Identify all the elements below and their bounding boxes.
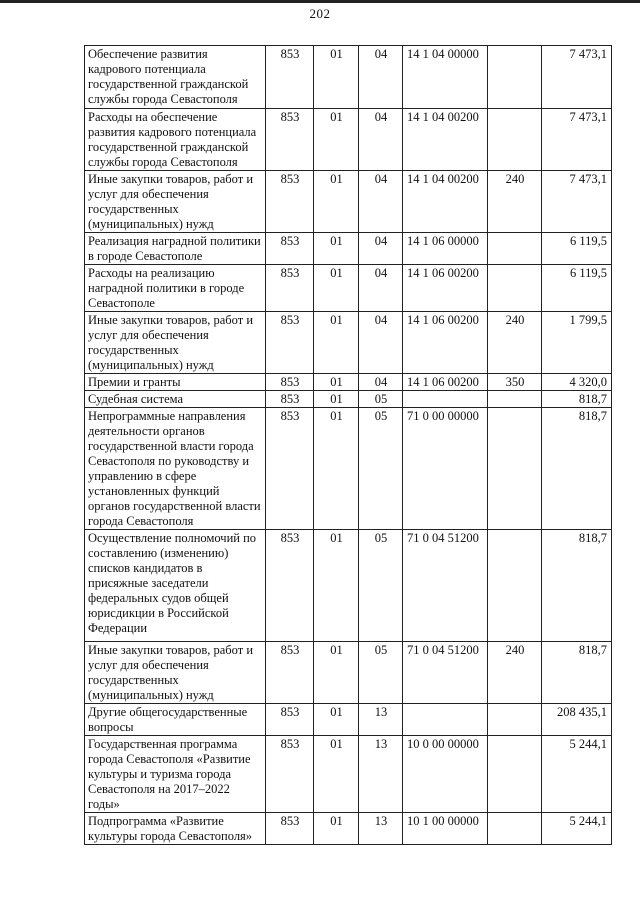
expense-type-cell bbox=[488, 736, 542, 813]
table-row bbox=[85, 408, 612, 530]
subsection-cell: 04 bbox=[359, 46, 403, 109]
page-number: 202 bbox=[309, 6, 331, 21]
subsection-cell: 05 bbox=[359, 530, 403, 642]
target-article-cell: 71 0 04 51200 bbox=[403, 642, 488, 704]
admin-code-cell: 853 bbox=[266, 233, 314, 265]
row-name: Судебная система bbox=[85, 391, 266, 408]
budget-table bbox=[84, 45, 612, 845]
admin-code-cell: 853 bbox=[266, 642, 314, 704]
subsection-cell: 13 bbox=[359, 736, 403, 813]
table-row bbox=[85, 171, 612, 233]
target-article-cell: 14 1 04 00200 bbox=[403, 109, 488, 171]
table-row bbox=[85, 374, 612, 391]
expense-type-cell bbox=[488, 813, 542, 845]
row-name: Премии и гранты bbox=[85, 374, 266, 391]
amount-cell: 818,7 bbox=[542, 530, 612, 642]
target-article-cell: 71 0 04 51200 bbox=[403, 530, 488, 642]
section-cell: 01 bbox=[314, 46, 359, 109]
table-row bbox=[85, 736, 612, 813]
target-article-cell: 14 1 06 00200 bbox=[403, 312, 488, 374]
table-body bbox=[85, 46, 612, 845]
expense-type-cell bbox=[488, 265, 542, 312]
expense-type-cell: 240 bbox=[488, 171, 542, 233]
section-cell: 01 bbox=[314, 265, 359, 312]
expense-type-cell bbox=[488, 391, 542, 408]
expense-type-cell: 350 bbox=[488, 374, 542, 391]
target-article-cell: 14 1 04 00000 bbox=[403, 46, 488, 109]
expense-type-cell: 240 bbox=[488, 642, 542, 704]
row-name: Непрограммные направления деятельности органов государственной власти города Севастополя по руководству и управлению в сфере установленных функций органов государственной власти города Севастополя bbox=[85, 408, 266, 530]
row-name: Государственная программа города Севастополя «Развитие культуры и туризма города Севастополя на 2017–2022 годы» bbox=[85, 736, 266, 813]
table-row bbox=[85, 704, 612, 736]
expense-type-cell bbox=[488, 233, 542, 265]
amount-cell: 5 244,1 bbox=[542, 813, 612, 845]
target-article-cell: 10 1 00 00000 bbox=[403, 813, 488, 845]
expense-type-cell bbox=[488, 530, 542, 642]
subsection-cell: 04 bbox=[359, 171, 403, 233]
amount-cell: 7 473,1 bbox=[542, 46, 612, 109]
subsection-cell: 13 bbox=[359, 813, 403, 845]
expense-type-cell bbox=[488, 46, 542, 109]
table-row bbox=[85, 312, 612, 374]
table-row bbox=[85, 530, 612, 642]
section-cell: 01 bbox=[314, 312, 359, 374]
admin-code-cell: 853 bbox=[266, 46, 314, 109]
section-cell: 01 bbox=[314, 233, 359, 265]
subsection-cell: 04 bbox=[359, 233, 403, 265]
subsection-cell: 04 bbox=[359, 109, 403, 171]
amount-cell: 7 473,1 bbox=[542, 109, 612, 171]
admin-code-cell: 853 bbox=[266, 704, 314, 736]
amount-cell: 5 244,1 bbox=[542, 736, 612, 813]
section-cell: 01 bbox=[314, 408, 359, 530]
row-name: Расходы на обеспечение развития кадрового потенциала государственной гражданской службы города Севастополя bbox=[85, 109, 266, 171]
table-row bbox=[85, 391, 612, 408]
target-article-cell: 71 0 00 00000 bbox=[403, 408, 488, 530]
subsection-cell: 04 bbox=[359, 265, 403, 312]
amount-cell: 6 119,5 bbox=[542, 233, 612, 265]
section-cell: 01 bbox=[314, 813, 359, 845]
row-name: Осуществление полномочий по составлению (изменению) списков кандидатов в присяжные заседатели федеральных судов общей юрисдикции в Российской Федерации bbox=[85, 530, 266, 642]
subsection-cell: 05 bbox=[359, 391, 403, 408]
row-name: Подпрограмма «Развитие культуры города Севастополя» bbox=[85, 813, 266, 845]
admin-code-cell: 853 bbox=[266, 391, 314, 408]
amount-cell: 818,7 bbox=[542, 408, 612, 530]
subsection-cell: 05 bbox=[359, 408, 403, 530]
table-row bbox=[85, 642, 612, 704]
admin-code-cell: 853 bbox=[266, 265, 314, 312]
section-cell: 01 bbox=[314, 704, 359, 736]
amount-cell: 4 320,0 bbox=[542, 374, 612, 391]
section-cell: 01 bbox=[314, 736, 359, 813]
amount-cell: 818,7 bbox=[542, 391, 612, 408]
subsection-cell: 04 bbox=[359, 374, 403, 391]
admin-code-cell: 853 bbox=[266, 408, 314, 530]
target-article-cell: 14 1 06 00200 bbox=[403, 374, 488, 391]
row-name: Обеспечение развития кадрового потенциала государственной гражданской службы города Севастополя bbox=[85, 46, 266, 109]
target-article-cell: 14 1 04 00200 bbox=[403, 171, 488, 233]
row-name: Иные закупки товаров, работ и услуг для обеспечения государственных (муниципальных) нужд bbox=[85, 171, 266, 233]
subsection-cell: 13 bbox=[359, 704, 403, 736]
amount-cell: 818,7 bbox=[542, 642, 612, 704]
row-name: Реализация наградной политики в городе Севастополе bbox=[85, 233, 266, 265]
admin-code-cell: 853 bbox=[266, 109, 314, 171]
target-article-cell: 10 0 00 00000 bbox=[403, 736, 488, 813]
section-cell: 01 bbox=[314, 109, 359, 171]
section-cell: 01 bbox=[314, 391, 359, 408]
subsection-cell: 04 bbox=[359, 312, 403, 374]
section-cell: 01 bbox=[314, 171, 359, 233]
amount-cell: 1 799,5 bbox=[542, 312, 612, 374]
target-article-cell bbox=[403, 704, 488, 736]
row-name: Иные закупки товаров, работ и услуг для обеспечения государственных (муниципальных) нужд bbox=[85, 312, 266, 374]
table-row bbox=[85, 265, 612, 312]
amount-cell: 6 119,5 bbox=[542, 265, 612, 312]
target-article-cell bbox=[403, 391, 488, 408]
row-name: Иные закупки товаров, работ и услуг для обеспечения государственных (муниципальных) нужд bbox=[85, 642, 266, 704]
section-cell: 01 bbox=[314, 530, 359, 642]
amount-cell: 208 435,1 bbox=[542, 704, 612, 736]
section-cell: 01 bbox=[314, 642, 359, 704]
expense-type-cell: 240 bbox=[488, 312, 542, 374]
expense-type-cell bbox=[488, 704, 542, 736]
admin-code-cell: 853 bbox=[266, 171, 314, 233]
admin-code-cell: 853 bbox=[266, 736, 314, 813]
table-row bbox=[85, 813, 612, 845]
expense-type-cell bbox=[488, 408, 542, 530]
page-top-border bbox=[0, 0, 640, 3]
admin-code-cell: 853 bbox=[266, 813, 314, 845]
target-article-cell: 14 1 06 00000 bbox=[403, 233, 488, 265]
table-row bbox=[85, 233, 612, 265]
subsection-cell: 05 bbox=[359, 642, 403, 704]
row-name: Расходы на реализацию наградной политики в городе Севастополе bbox=[85, 265, 266, 312]
table-row bbox=[85, 109, 612, 171]
admin-code-cell: 853 bbox=[266, 530, 314, 642]
amount-cell: 7 473,1 bbox=[542, 171, 612, 233]
admin-code-cell: 853 bbox=[266, 312, 314, 374]
table-row bbox=[85, 46, 612, 109]
admin-code-cell: 853 bbox=[266, 374, 314, 391]
expense-type-cell bbox=[488, 109, 542, 171]
section-cell: 01 bbox=[314, 374, 359, 391]
row-name: Другие общегосударственные вопросы bbox=[85, 704, 266, 736]
target-article-cell: 14 1 06 00200 bbox=[403, 265, 488, 312]
